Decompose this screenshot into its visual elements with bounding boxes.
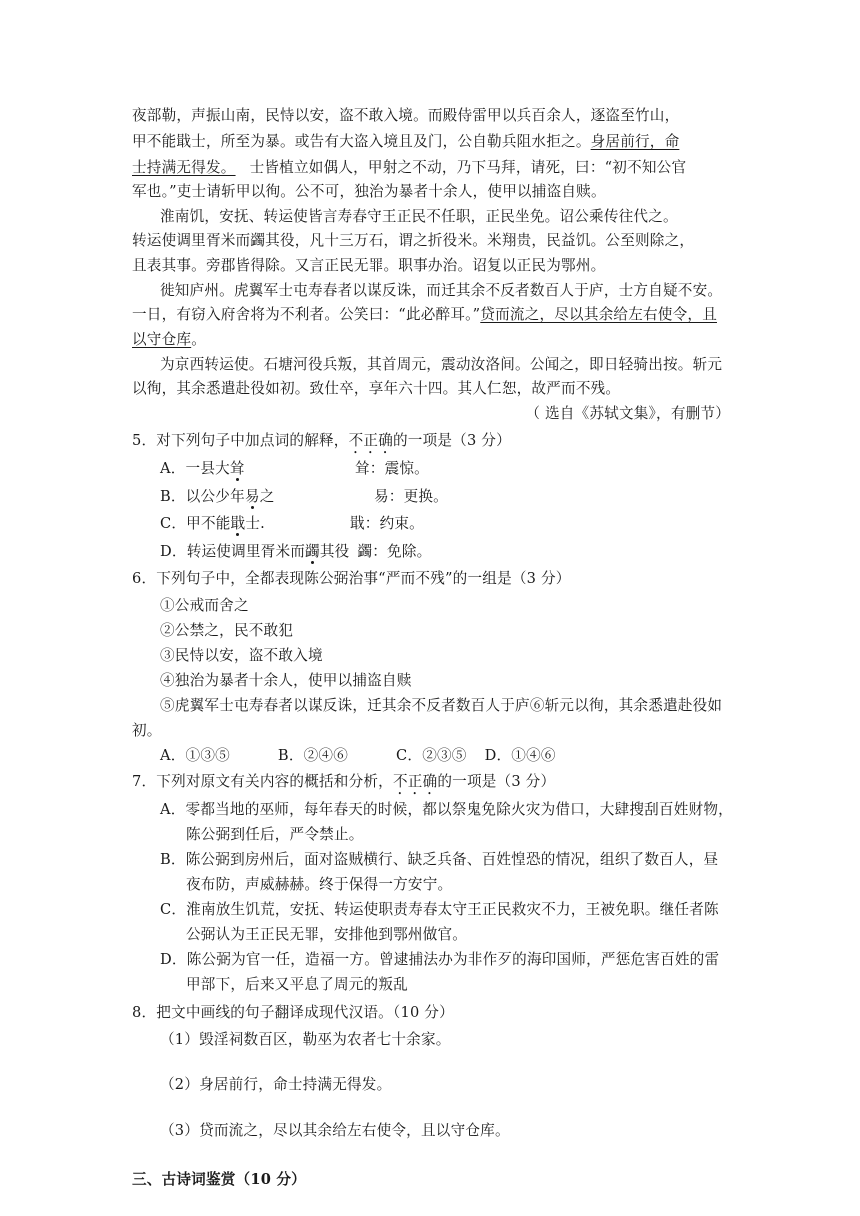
question-7-option-d[interactable]	[160, 950, 760, 970]
dotted-word: 戢	[230, 515, 246, 532]
sentence-text: （1）毁淫祠数百区，勒巫为农者七十余家。	[160, 1031, 451, 1048]
passage-text: 徙知庐州。虎翼军士屯寿春者以谋反诛，而迁其余不反者数百人于庐，士方自疑不安。	[160, 282, 723, 299]
passage-line	[132, 182, 732, 202]
option-c[interactable]: C．②③⑤	[396, 747, 467, 764]
emphasized-text: 不正确	[348, 432, 393, 449]
stem-text: 6．下列句子中，全都表现陈公弼治事“严而不残”的一组是（3 分）	[132, 570, 571, 587]
section-title: 三、古诗词鉴赏（10 分）	[132, 1171, 306, 1188]
passage-text: 一日，有窃入府舍将为不利者。公笑曰：“此必醉耳。”	[132, 306, 481, 323]
passage-line	[132, 106, 732, 126]
passage-line	[160, 207, 760, 227]
emphasized-text: 不正确	[392, 773, 438, 790]
option-text: 夜布防，声威赫赫。终于保得一方安宁。	[186, 876, 453, 893]
passage-text: 淮南饥，安抚、转运使皆言寿春守王正民不任职，正民坐免。诏公乘传往代之。	[160, 208, 678, 225]
option-explanation: 易：更换。	[374, 488, 448, 505]
option-text: C．甲不能	[160, 515, 231, 532]
option-b[interactable]: B．②④⑥	[277, 747, 349, 764]
passage-text: 且表其事。旁郡皆得除。又言正民无罪。职事办治。诏复以正民为鄂州。	[132, 257, 606, 274]
question-6-item	[160, 671, 760, 691]
stem-text: 5．对下列句子中加点词的解释，	[132, 432, 349, 449]
question-6-options	[160, 746, 760, 766]
passage-line	[132, 330, 732, 350]
question-7-stem	[132, 772, 732, 798]
option-explanation: 耸：震惊。	[355, 460, 429, 477]
option-text: A．一县大	[160, 460, 230, 477]
option-a[interactable]: A．①③⑤	[160, 747, 230, 764]
option-text: D．陈公弼为官一任，造福一方。曾逮捕法办为非作歹的海印国师，严惩危害百姓的雷	[160, 951, 720, 968]
question-7-option-a-cont	[186, 825, 786, 845]
item-text: ②公禁之，民不敢犯	[160, 622, 294, 639]
question-7-option-b-cont	[186, 875, 786, 895]
stem-text: 7．下列对原文有关内容的概括和分析，	[132, 773, 393, 790]
passage-text: 以徇，其余悉遣赴役如初。致仕卒，享年六十四。其人仁恕，故严而不残。	[132, 380, 621, 397]
question-6-item	[160, 646, 760, 666]
question-7-option-c-cont	[186, 925, 786, 945]
question-6-item	[160, 696, 760, 716]
item-text: ④独治为暴者十余人，使甲以捕盗自赎	[160, 672, 412, 689]
option-explanation: 蠲：免除。	[357, 543, 432, 560]
question-5-option-d[interactable]	[160, 542, 760, 562]
question-5-stem	[132, 431, 732, 457]
question-8-sentence-1	[160, 1030, 760, 1050]
passage-line	[160, 355, 760, 375]
passage-line	[132, 305, 732, 325]
option-text: 之	[259, 488, 275, 505]
item-text: ①公戒而舍之	[160, 597, 249, 614]
passage-text: 转运使调里胥米而蠲其役，凡十三万石，谓之折役米。米翔贵，民益饥。公至则除之，	[132, 232, 695, 249]
underlined-sentence: 士持满无得发。	[132, 159, 236, 176]
stem-text: 的一项是（3 分）	[393, 432, 511, 449]
passage-line	[132, 158, 732, 178]
question-6-item	[132, 721, 732, 741]
question-6-stem	[132, 569, 732, 589]
question-5-option-a[interactable]	[160, 459, 760, 479]
question-7-option-a[interactable]	[160, 800, 760, 820]
question-7-option-d-cont	[186, 975, 786, 995]
passage-line	[132, 231, 732, 251]
stem-text: 的一项是（3 分）	[437, 773, 556, 790]
passage-line	[160, 281, 760, 301]
passage-text: 甲不能戢士，所至为暴。或告有大盗入境且及门，公自勒兵阻水拒之。	[132, 133, 591, 150]
option-text: C．淮南放生饥荒，安抚、转运使职责寿春太守王正民救灾不力，王被免职。继任者陈	[160, 901, 719, 918]
underlined-sentence: 以守仓库	[132, 331, 192, 348]
passage-line	[132, 132, 732, 152]
sentence-text: （3）贷而流之，尽以其余给左右使令，且以守仓库。	[160, 1122, 510, 1139]
question-5-option-c[interactable]	[160, 514, 760, 534]
passage-text: 为京西转运使。石塘河役兵叛，其首周元，震动汝洛间。公闻之，即日轻骑出按。斩元	[160, 356, 723, 373]
passage-text: 士皆植立如偶人，甲射之不动，乃下马拜，请死，曰：“初不知公官	[249, 159, 687, 176]
question-7-option-c[interactable]	[160, 900, 760, 920]
option-text: 陈公弼到任后，严令禁止。	[186, 826, 364, 843]
passage-text: 。	[191, 331, 206, 348]
underlined-sentence: 身居前行，命	[590, 133, 680, 150]
question-6-item	[160, 621, 760, 641]
question-8-stem	[132, 1003, 732, 1023]
passage-text: 夜部勒，声振山南，民恃以安，盗不敢入境。而殿侍雷甲以兵百余人，逐盗至竹山，	[132, 107, 680, 124]
sentence-text: （2）身居前行，命士持满无得发。	[160, 1076, 392, 1093]
passage-line	[132, 256, 732, 276]
option-explanation: 戢：约束。	[350, 515, 424, 532]
option-text: 甲部下，后来又平息了周元的叛乱	[186, 976, 408, 993]
dotted-word: 易	[244, 488, 260, 505]
option-text: 其役	[319, 543, 350, 560]
stem-text: 8．把文中画线的句子翻译成现代汉语。（10 分）	[132, 1004, 454, 1021]
passage-line	[132, 379, 732, 399]
option-text: 士.	[245, 515, 265, 532]
source-text: （ 选自《苏轼文集》，有删节）	[525, 405, 730, 422]
question-5-option-b[interactable]	[160, 487, 760, 507]
passage-source	[525, 404, 730, 424]
section-heading	[132, 1170, 732, 1190]
question-6-item	[160, 596, 760, 616]
dotted-word: 蠲	[305, 543, 320, 560]
option-text: B．陈公弼到房州后，面对盗贼横行、缺乏兵备、百姓惶恐的情况，组织了数百人，昼	[160, 851, 719, 868]
option-text: B．以公少年	[160, 488, 245, 505]
option-text: D．转运使调里胥米而	[160, 543, 306, 560]
item-text: ③民恃以安，盗不敢入境	[160, 647, 323, 664]
option-d[interactable]: D．①④⑥	[484, 747, 556, 764]
item-text: 初。	[132, 722, 162, 739]
passage-text: 军也。”吏士请斩甲以徇。公不可，独治为暴者十余人，使甲以捕盗自赎。	[132, 183, 606, 200]
question-8-sentence-3	[160, 1121, 760, 1141]
dotted-word: 耸	[229, 460, 245, 477]
question-8-sentence-2	[160, 1075, 760, 1095]
option-text: 公弼认为王正民无罪，安排他到鄂州做官。	[186, 926, 468, 943]
question-7-option-b[interactable]	[160, 850, 760, 870]
option-text: A．零都当地的巫师，每年春天的时候，都以祭鬼免除火灾为借口，大肆搜刮百姓财物，	[160, 801, 733, 818]
item-text: ⑤虎翼军士屯寿春者以谋反诛，迁其余不反者数百人于庐⑥斩元以徇，其余悉遣赴役如	[160, 697, 723, 714]
underlined-sentence: 贷而流之，尽以其余给左右使令，且	[480, 306, 717, 323]
